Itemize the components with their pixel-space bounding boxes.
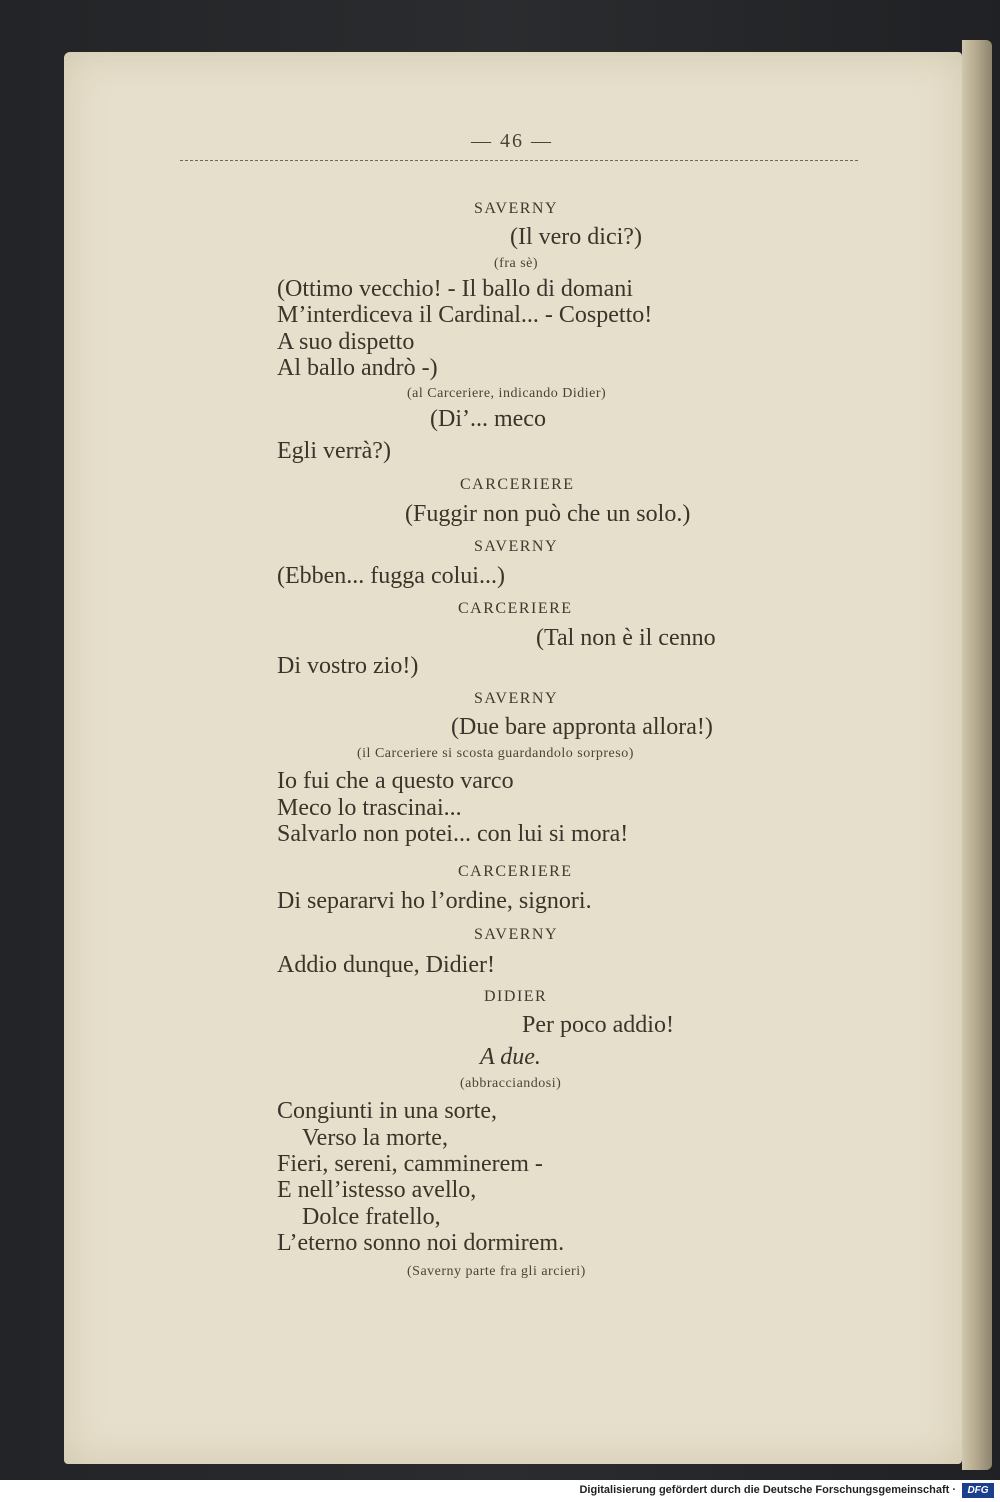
book-page [64,52,962,1464]
page-edge [962,40,992,1470]
verse-line: Addio dunque, Didier! [277,952,495,978]
speaker-name: DIDIER [484,988,548,1005]
verse-line: (Il vero dici?) [510,224,642,250]
funding-credit: Digitalisierung gefördert durch die Deutsche Forschungsgemeinschaft · [579,1484,956,1496]
header-rule [180,160,858,161]
verse-line: Dolce fratello, [302,1204,441,1230]
dfg-logo: DFG [962,1483,994,1498]
verse-line: (Ottimo vecchio! - Il ballo di domani [277,276,633,302]
page-number: — 46 — [471,130,553,152]
stage-direction: (al Carceriere, indicando Didier) [407,386,607,401]
verse-line: (Due bare appronta allora!) [451,714,713,740]
verse-line: A suo dispetto [277,329,415,355]
speaker-name: SAVERNY [474,200,558,217]
verse-line: Di vostro zio!) [277,653,419,679]
speaker-name: CARCERIERE [460,476,575,493]
verse-line: M’interdiceva il Cardinal... - Cospetto! [277,302,653,328]
stage-direction: (abbracciandosi) [460,1076,562,1091]
stage-direction: (Saverny parte fra gli arcieri) [407,1264,586,1279]
verse-line: (Ebben... fugga colui...) [277,563,505,589]
speaker-name: SAVERNY [474,926,558,943]
verse-line: Egli verrà?) [277,438,391,464]
verse-line: Salvarlo non potei... con lui si mora! [277,821,629,847]
verse-line: (Tal non è il cenno [536,625,716,651]
section-heading: A due. [480,1044,541,1070]
verse-line: Di separarvi ho l’ordine, signori. [277,888,592,914]
speaker-name: SAVERNY [474,690,558,707]
stage-direction: (fra sè) [494,256,539,271]
verse-line: Meco lo trascinai... [277,795,462,821]
verse-line: (Di’... meco [430,406,546,432]
verse-line: Verso la morte, [302,1125,448,1151]
stage-direction: (il Carceriere si scosta guardandolo sorpreso) [357,746,634,761]
verse-line: (Fuggir non può che un solo.) [405,501,691,527]
verse-line: Al ballo andrò -) [277,355,438,381]
speaker-name: CARCERIERE [458,863,573,880]
speaker-name: CARCERIERE [458,600,573,617]
verse-line: Per poco addio! [522,1012,674,1038]
verse-line: E nell’istesso avello, [277,1177,477,1203]
verse-line: L’eterno sonno noi dormirem. [277,1230,565,1256]
digitization-footer [0,1480,1000,1502]
verse-line: Congiunti in una sorte, [277,1098,497,1124]
speaker-name: SAVERNY [474,538,558,555]
verse-line: Fieri, sereni, camminerem - [277,1151,543,1177]
verse-line: Io fui che a questo varco [277,768,514,794]
